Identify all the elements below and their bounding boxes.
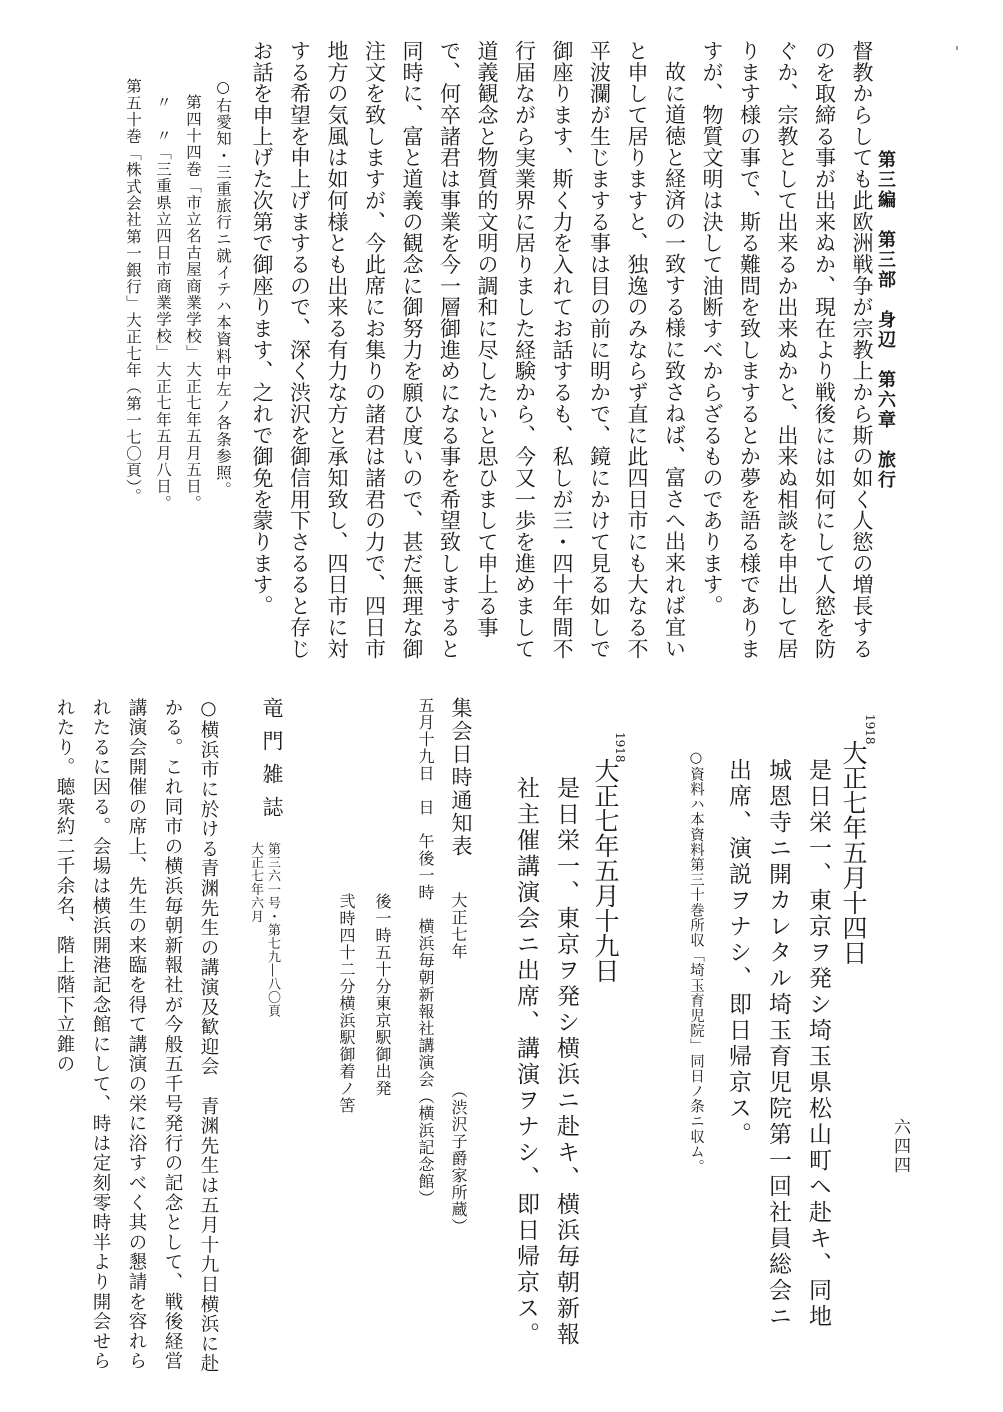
note-line: 〃 〃「三重県立四日市商業学校」大正七年五月八日。 <box>154 93 172 511</box>
schedule-arrival: 弐時四十二分横浜駅御着ノ筈 <box>337 893 356 1114</box>
page-number: 六四四 <box>890 1118 910 1175</box>
speech-paragraph-1: 督教からしても此欧洲戦争が宗教上から斯の如く人慾の増長するのを取締る事が出来ぬか、現在より戦後には如何にして人慾を防ぐか、宗教として出来るか出来ぬかと、出来ぬ相談を申出して居ります様の事で、斯る難問を致しまするとか夢を語る様でありますが、物質文明は決して油断すべからざるものであります。 <box>700 40 874 660</box>
entry-source: ○資料ハ本資料第三十巻所収「埼玉育児院」同日ノ条ニ収ム。 <box>688 750 704 1175</box>
scan-speck <box>956 46 958 50</box>
schedule-year: 大正七年 <box>449 892 468 960</box>
magazine-title: 竜門雑誌 <box>260 697 284 829</box>
schedule-departure: 後一時五十分東京駅御出発 <box>373 893 392 1097</box>
entry-year: 1918 <box>613 732 627 763</box>
entry-date: 大正七年五月十四日 <box>839 740 868 965</box>
note-line: 第四十四巻「市立名古屋商業学校」大正七年五月五日。 <box>184 93 202 511</box>
reference-notes <box>118 78 238 678</box>
schedule-row: 五月十九日 日 午後一時 横浜毎朝新報社講演会（横浜記念館） <box>416 697 435 1207</box>
article-paragraph: ○横浜市に於ける青渊先生の講演及歓迎会 青渊先生は五月十九日横浜に赴かる。これ同市の横浜毎朝新報社が今般五千号発行の記念として、戦後経営講演会開催の席上、先生の来臨を得て講演の栄に浴すべく其の懇請を容れられたるに因る。会場は横浜開港記念館にして、時は定刻零時半より開会せられたり。聴衆約二千余名、階上階下立錐の <box>54 698 219 1374</box>
magazine-issue: 第三六一号・第七九―八〇頁 <box>265 842 280 1018</box>
entry-text-line: 出席、演説ヲナシ、即日帰京ス。 <box>725 758 751 1148</box>
note-line: 第五十巻「株式会社第一銀行」大正七年（第一七〇頁）。 <box>124 78 142 505</box>
entry-text-line: 社主催講演会ニ出席、講演ヲナシ、即日帰京ス。 <box>513 776 539 1348</box>
entry-text-line: 是日栄一、東京ヲ発シ横浜ニ赴キ、横浜毎朝新報 <box>553 776 579 1348</box>
entry-year: 1918 <box>863 714 877 745</box>
entry-text-line: 是日栄一、東京ヲ発シ埼玉県松山町ヘ赴キ、同地 <box>805 758 831 1330</box>
entry-text-line: 城恩寺ニ開カレタル埼玉育児院第一回社員総会ニ <box>765 758 791 1330</box>
schedule-owner: （渋沢子爵家所蔵） <box>449 1082 468 1235</box>
magazine-article <box>50 698 226 1388</box>
header-label: 第三編 第三部 身辺 第六章 旅行 <box>875 150 896 490</box>
speech-paragraph-2: 故に道徳と経済の一致する様に致さねば、富さへ出来れば宜いと申して居りますと、独逸のみならず直に此四日市にも大なる不平波瀾が生じまする事は目の前に明かで、鏡にかけて見る如しで御座ります、斯く力を入れてお話するも、私しが三・四十年間不行届ながら実業界に居りました経験から、今又一歩を進めまして道義観念と物質的文明の調和に尽したいと思ひまして申上る事で、何卒諸君は事業を今一層御進めになる事を希望致しますると同時に、富と道義の観念に御努力を願ひ度いので、甚だ無理な御注文を致しますが、今此席にお集りの諸君は諸君の力で、四日市地方の気風は如何様とも出来る有力な方と承知致し、四日市に対する希望を申上げまするので、深く渋沢を御信用下さるると存じお話を申上げた次第で御座ります、之れで御免を蒙ります。 <box>250 40 687 660</box>
entry-date: 大正七年五月十九日 <box>591 758 620 983</box>
schedule-title: 集会日時通知表 <box>449 697 473 858</box>
magazine-date: 大正七年六月 <box>248 842 263 923</box>
note-line: ○右愛知・三重旅行ニ就イテハ本資料中左ノ各条参照。 <box>214 78 232 498</box>
speech-text <box>240 40 880 670</box>
